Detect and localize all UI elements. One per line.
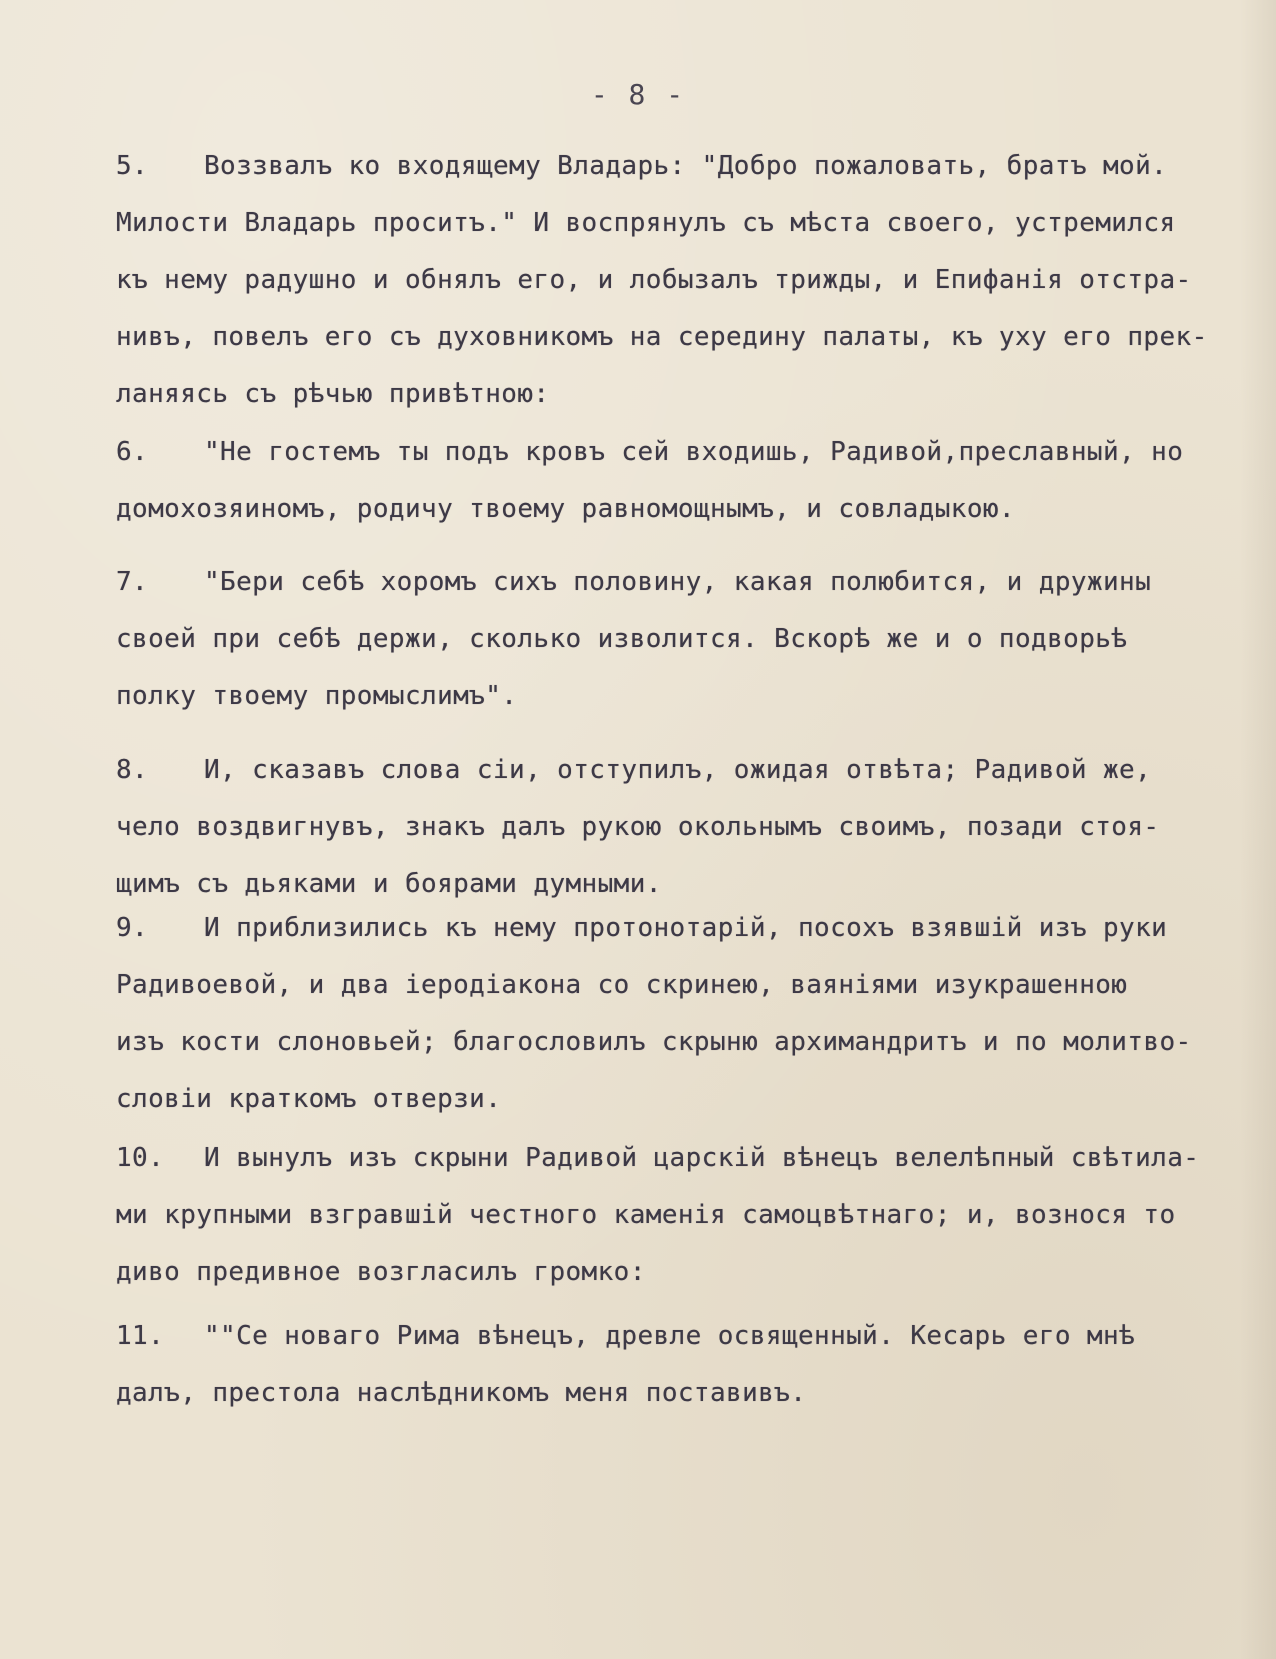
paragraph-line: своей при себѣ держи, сколько изволится. Вскорѣ же и о подворьѣ [116,624,1128,654]
line-text: "Не гостемъ ты подъ кровъ сей входишь, Радивой,преславный, но [204,437,1184,467]
paragraph-line: полку твоему промыслимъ". [116,681,518,711]
line-text: И вынулъ изъ скрыни Радивой царскій вѣнецъ велелѣпный свѣтила- [204,1143,1200,1173]
paragraph-line: ми крупными взгравшій честного каменія самоцвѣтнаго; и, вознося то [116,1200,1176,1230]
paragraph-number: 11. [116,1321,165,1351]
line-text: ""Се новаго Рима вѣнецъ, древле освященный. Кесарь его мнѣ [204,1321,1136,1351]
paragraph-number: 8. [116,755,149,785]
paragraph-line: ланяясь съ рѣчью привѣтною: [116,379,550,409]
paragraph-line [116,554,1236,611]
line-text: И, сказавъ слова сіи, отступилъ, ожидая отвѣта; Радивой же, [204,755,1152,785]
paragraph-7 [116,554,1236,725]
paragraph-line: изъ кости слоновьей; благословилъ скрыню архимандритъ и по молитво- [116,1027,1192,1057]
page-edge-shadow [1240,0,1276,1659]
paragraph-line: домохозяиномъ, родичу твоему равномощнымъ, и совладыкою. [116,494,1015,524]
paragraph-number: 7. [116,567,149,597]
paragraph-line: Милости Владарь проситъ." И воспрянулъ съ мѣста своего, устремился [116,208,1176,238]
paragraph-number: 6. [116,437,149,467]
paragraph-8 [116,742,1236,913]
line-text: Воззвалъ ко входящему Владарь: "Добро пожаловать, братъ мой. [204,151,1168,181]
paragraph-line: диво предивное возгласилъ громко: [116,1257,646,1287]
paragraph-11 [116,1308,1236,1422]
paragraph-line [116,1130,1236,1187]
page-number: - 8 - [590,78,686,111]
line-text: "Бери себѣ хоромъ сихъ половину, какая полюбится, и дружины [204,567,1152,597]
paragraph-line [116,742,1236,799]
paragraph-line [116,424,1236,481]
paragraph-line: чело воздвигнувъ, знакъ далъ рукою окольнымъ своимъ, позади стоя- [116,812,1160,842]
paragraph-line: словіи краткомъ отверзи. [116,1084,502,1114]
paragraph-line: Радивоевой, и два іеродіакона со скринею, ваяніями изукрашенною [116,970,1128,1000]
paragraph-line [116,900,1236,957]
paragraph-line [116,1308,1236,1365]
paragraph-number: 5. [116,151,149,181]
paragraph-line: щимъ съ дьяками и боярами думными. [116,869,662,899]
paragraph-number: 10. [116,1143,165,1173]
paragraph-line: далъ, престола наслѣдникомъ меня поставивъ. [116,1378,807,1408]
paragraph-10 [116,1130,1236,1301]
paragraph-6 [116,424,1236,538]
paragraph-line [116,138,1236,195]
paragraph-line: нивъ, повелъ его съ духовникомъ на середину палаты, къ уху его прек- [116,322,1208,352]
line-text: И приблизились къ нему протонотарій, посохъ взявшій изъ руки [204,913,1168,943]
paragraph-9 [116,900,1236,1128]
paragraph-line: къ нему радушно и обнялъ его, и лобызалъ трижды, и Епифанія отстра- [116,265,1192,295]
paragraph-5 [116,138,1236,423]
paragraph-number: 9. [116,913,149,943]
